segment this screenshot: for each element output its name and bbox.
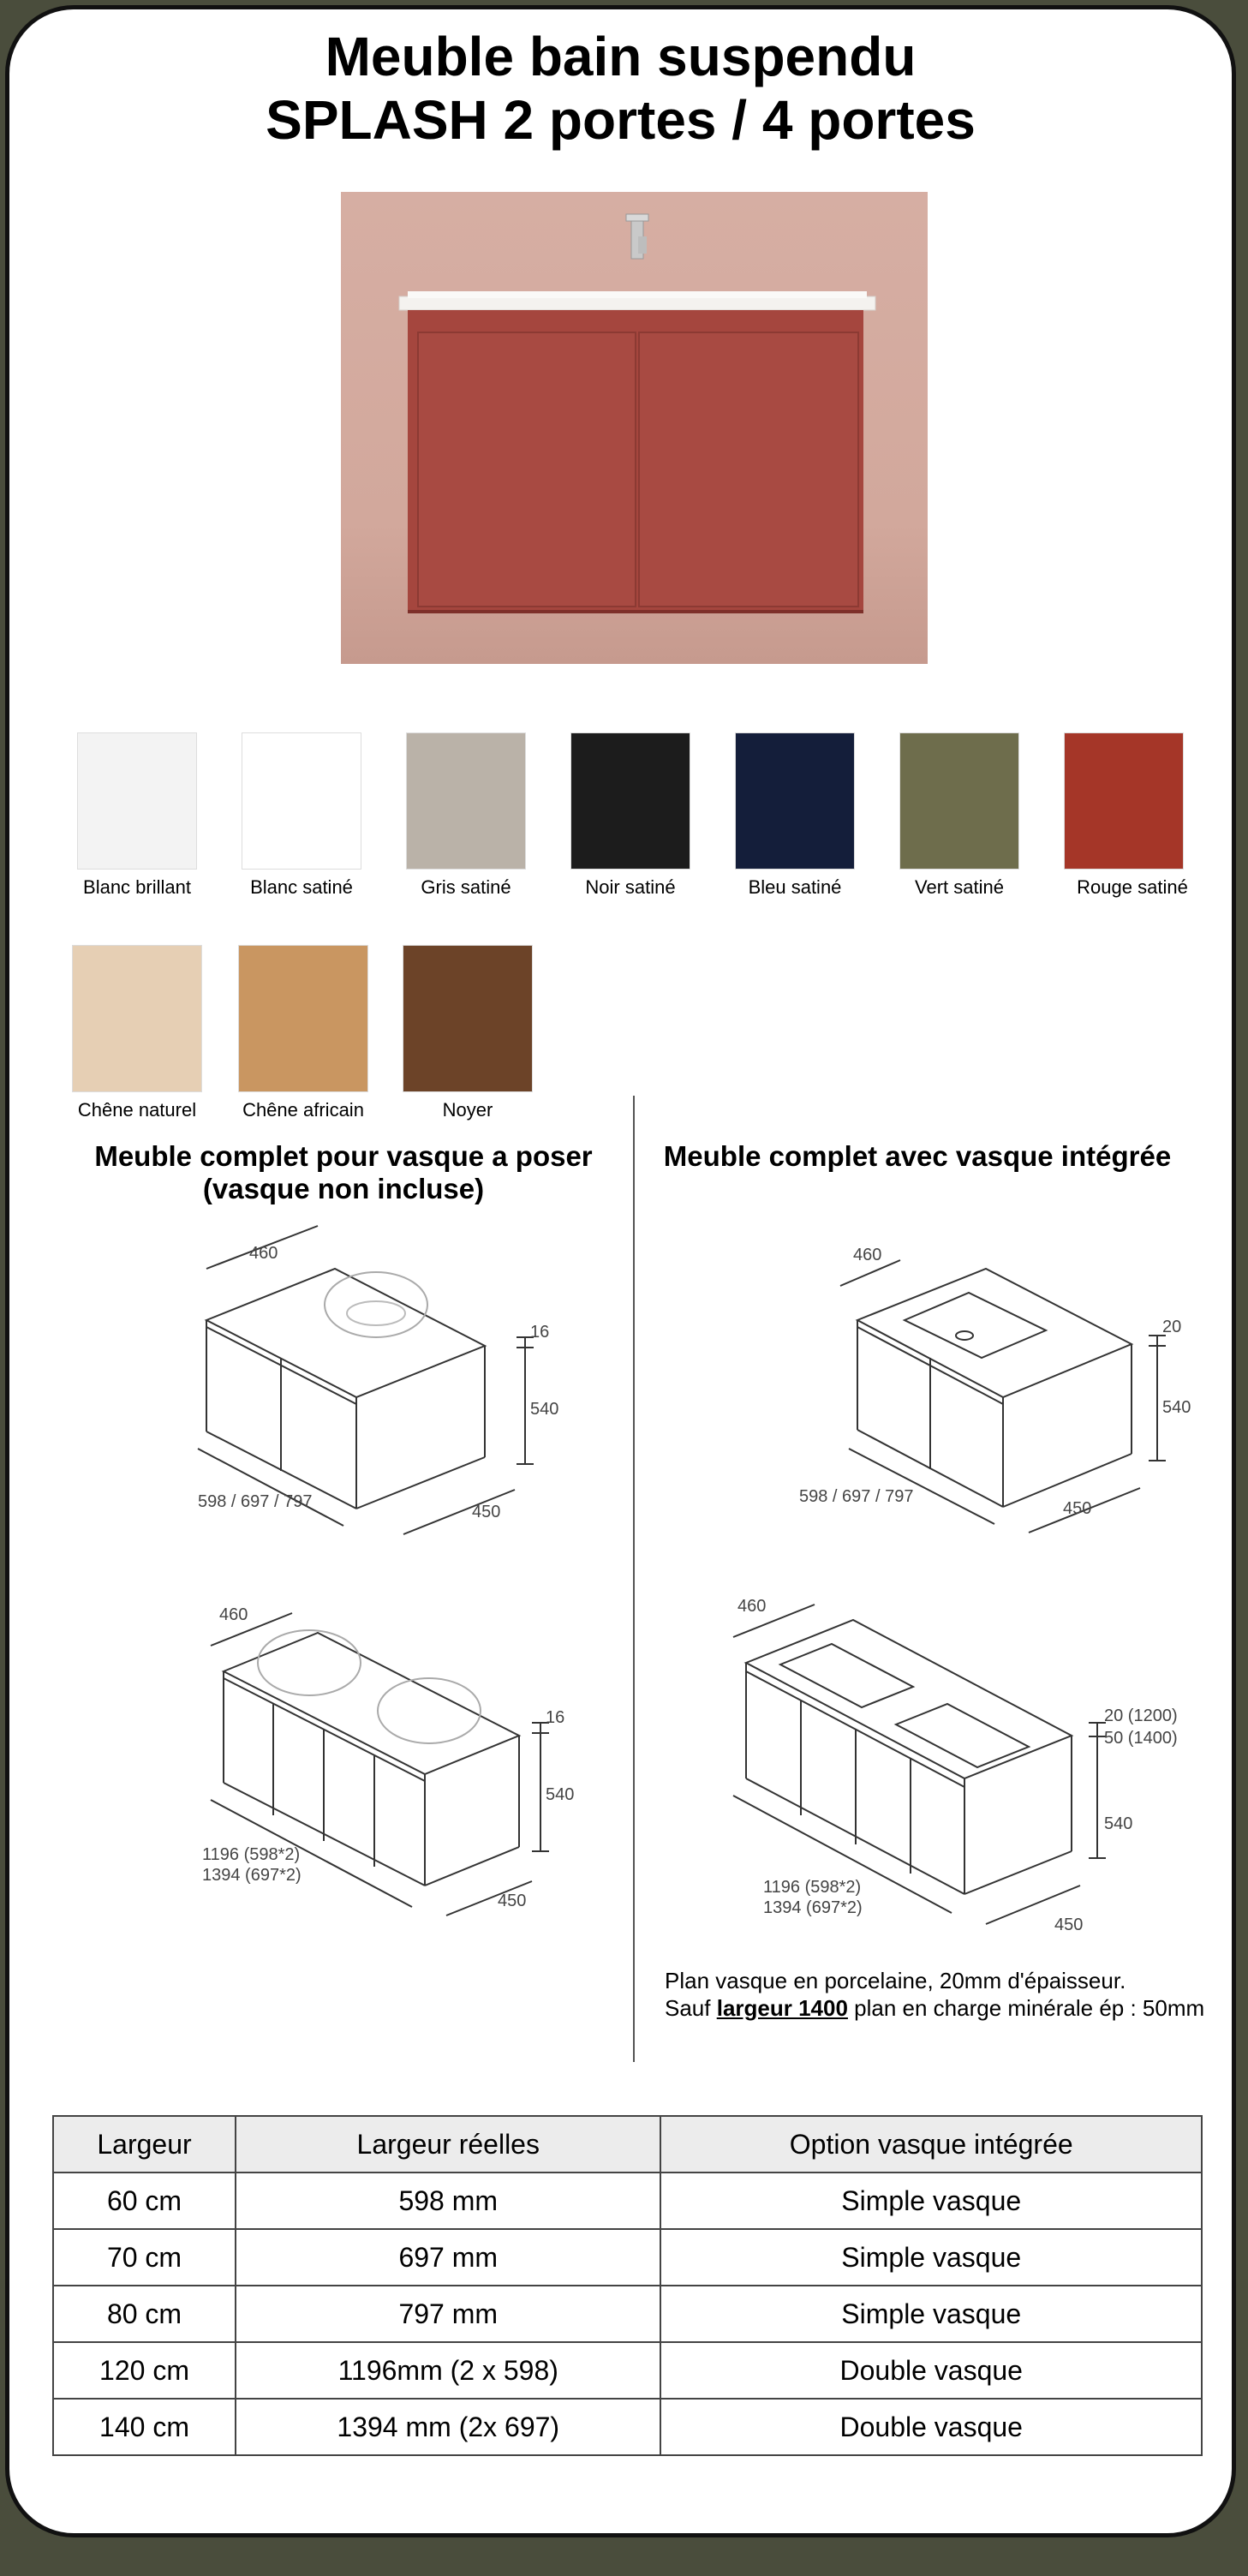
table-cell: 80 cm — [53, 2286, 236, 2342]
dim-top: 16 — [530, 1323, 550, 1342]
note-prefix: Sauf — [665, 1995, 717, 2021]
table-cell: 60 cm — [53, 2173, 236, 2229]
swatch-label: Noyer — [442, 1099, 493, 1121]
dim-height: 540 — [1104, 1814, 1133, 1833]
dim-side: 450 — [498, 1892, 527, 1910]
table-row — [53, 2399, 1202, 2455]
page-title — [9, 25, 1232, 152]
basin-note — [665, 1967, 1204, 2022]
right-section-title: Meuble complet avec vasque intégrée — [663, 1140, 1172, 1172]
table-cell: 697 mm — [236, 2229, 660, 2286]
swatch-blanc-satine — [242, 732, 361, 870]
table-header-row — [53, 2116, 1202, 2173]
table-row — [53, 2342, 1202, 2399]
left-title-line-1: Meuble complet pour vasque a poser — [94, 1140, 593, 1172]
swatch-noyer — [403, 945, 533, 1092]
swatch-label: Blanc brillant — [83, 876, 191, 898]
section-divider — [633, 1096, 635, 2062]
dim-depth: 460 — [853, 1246, 882, 1264]
left-section-title — [61, 1140, 626, 1205]
dim-top-1: 20 (1200) — [1104, 1706, 1178, 1725]
header-largeur: Largeur — [53, 2116, 236, 2173]
table-cell: 1394 mm (2x 697) — [236, 2399, 660, 2455]
header-option: Option vasque intégrée — [660, 2116, 1202, 2173]
size-table — [52, 2115, 1203, 2456]
table-cell: 598 mm — [236, 2173, 660, 2229]
header-largeur-reelles: Largeur réelles — [236, 2116, 660, 2173]
swatch-vert-satine — [899, 732, 1019, 870]
dim-side: 450 — [1063, 1499, 1092, 1518]
table-cell: Simple vasque — [660, 2286, 1202, 2342]
table-cell: Simple vasque — [660, 2173, 1202, 2229]
left-diagram-single — [189, 1234, 583, 1543]
dim-width-1: 1196 (598*2) — [763, 1878, 862, 1897]
dim-side: 450 — [1054, 1916, 1084, 1934]
note-line-1: Plan vasque en porcelaine, 20mm d'épaisseur. — [665, 1968, 1126, 1993]
product-sheet — [5, 5, 1236, 2537]
table-cell: Double vasque — [660, 2399, 1202, 2455]
table-cell: Double vasque — [660, 2342, 1202, 2399]
swatch-label: Blanc satiné — [250, 876, 353, 898]
dim-width: 598 / 697 / 797 — [198, 1492, 313, 1511]
dim-width-2: 1394 (697*2) — [202, 1866, 302, 1885]
dim-depth: 460 — [737, 1597, 767, 1616]
dim-top: 16 — [546, 1708, 565, 1727]
swatch-noir-satine — [570, 732, 690, 870]
note-suffix: plan en charge minérale ép : 50mm — [847, 1995, 1205, 2021]
right-diagram-double — [695, 1586, 1191, 1945]
swatch-rouge-satine — [1064, 732, 1184, 870]
table-cell: 1196mm (2 x 598) — [236, 2342, 660, 2399]
dim-top-2: 50 (1400) — [1104, 1729, 1178, 1748]
table-cell: 797 mm — [236, 2286, 660, 2342]
table-cell: Simple vasque — [660, 2229, 1202, 2286]
dim-depth: 460 — [249, 1244, 278, 1263]
swatch-chene-naturel — [72, 945, 202, 1092]
product-photo — [341, 192, 928, 664]
table-row — [53, 2229, 1202, 2286]
table-row — [53, 2286, 1202, 2342]
table-cell: 120 cm — [53, 2342, 236, 2399]
note-line-2 — [665, 1994, 1204, 2022]
dim-top: 20 — [1162, 1318, 1182, 1336]
swatch-label: Noir satiné — [585, 876, 676, 898]
dim-height: 540 — [530, 1400, 559, 1419]
dim-width: 598 / 697 / 797 — [799, 1487, 914, 1506]
table-cell: 140 cm — [53, 2399, 236, 2455]
swatch-label: Chêne africain — [242, 1099, 364, 1121]
swatch-bleu-satine — [735, 732, 855, 870]
swatch-label: Bleu satiné — [748, 876, 842, 898]
title-line-1: Meuble bain suspendu — [325, 26, 917, 87]
dim-width-2: 1394 (697*2) — [763, 1898, 863, 1917]
swatch-label: Gris satiné — [421, 876, 511, 898]
dim-height: 540 — [546, 1785, 575, 1804]
note-bold: largeur 1400 — [716, 1995, 848, 2021]
swatch-chene-africain — [238, 945, 368, 1092]
dim-depth: 460 — [219, 1605, 248, 1624]
swatch-gris-satine — [406, 732, 526, 870]
right-diagram-single — [789, 1234, 1191, 1534]
swatch-label: Chêne naturel — [77, 1099, 197, 1121]
swatch-label: Rouge satiné — [1077, 876, 1188, 898]
dim-width-1: 1196 (598*2) — [202, 1845, 301, 1864]
table-row — [53, 2173, 1202, 2229]
swatch-blanc-brillant — [77, 732, 197, 870]
left-diagram-double — [189, 1594, 600, 1920]
title-line-2: SPLASH 2 portes / 4 portes — [266, 89, 976, 151]
swatch-label: Vert satiné — [915, 876, 1004, 898]
left-title-line-2: (vasque non incluse) — [202, 1173, 485, 1204]
dim-height: 540 — [1162, 1398, 1191, 1417]
table-cell: 70 cm — [53, 2229, 236, 2286]
dim-side: 450 — [472, 1503, 501, 1521]
